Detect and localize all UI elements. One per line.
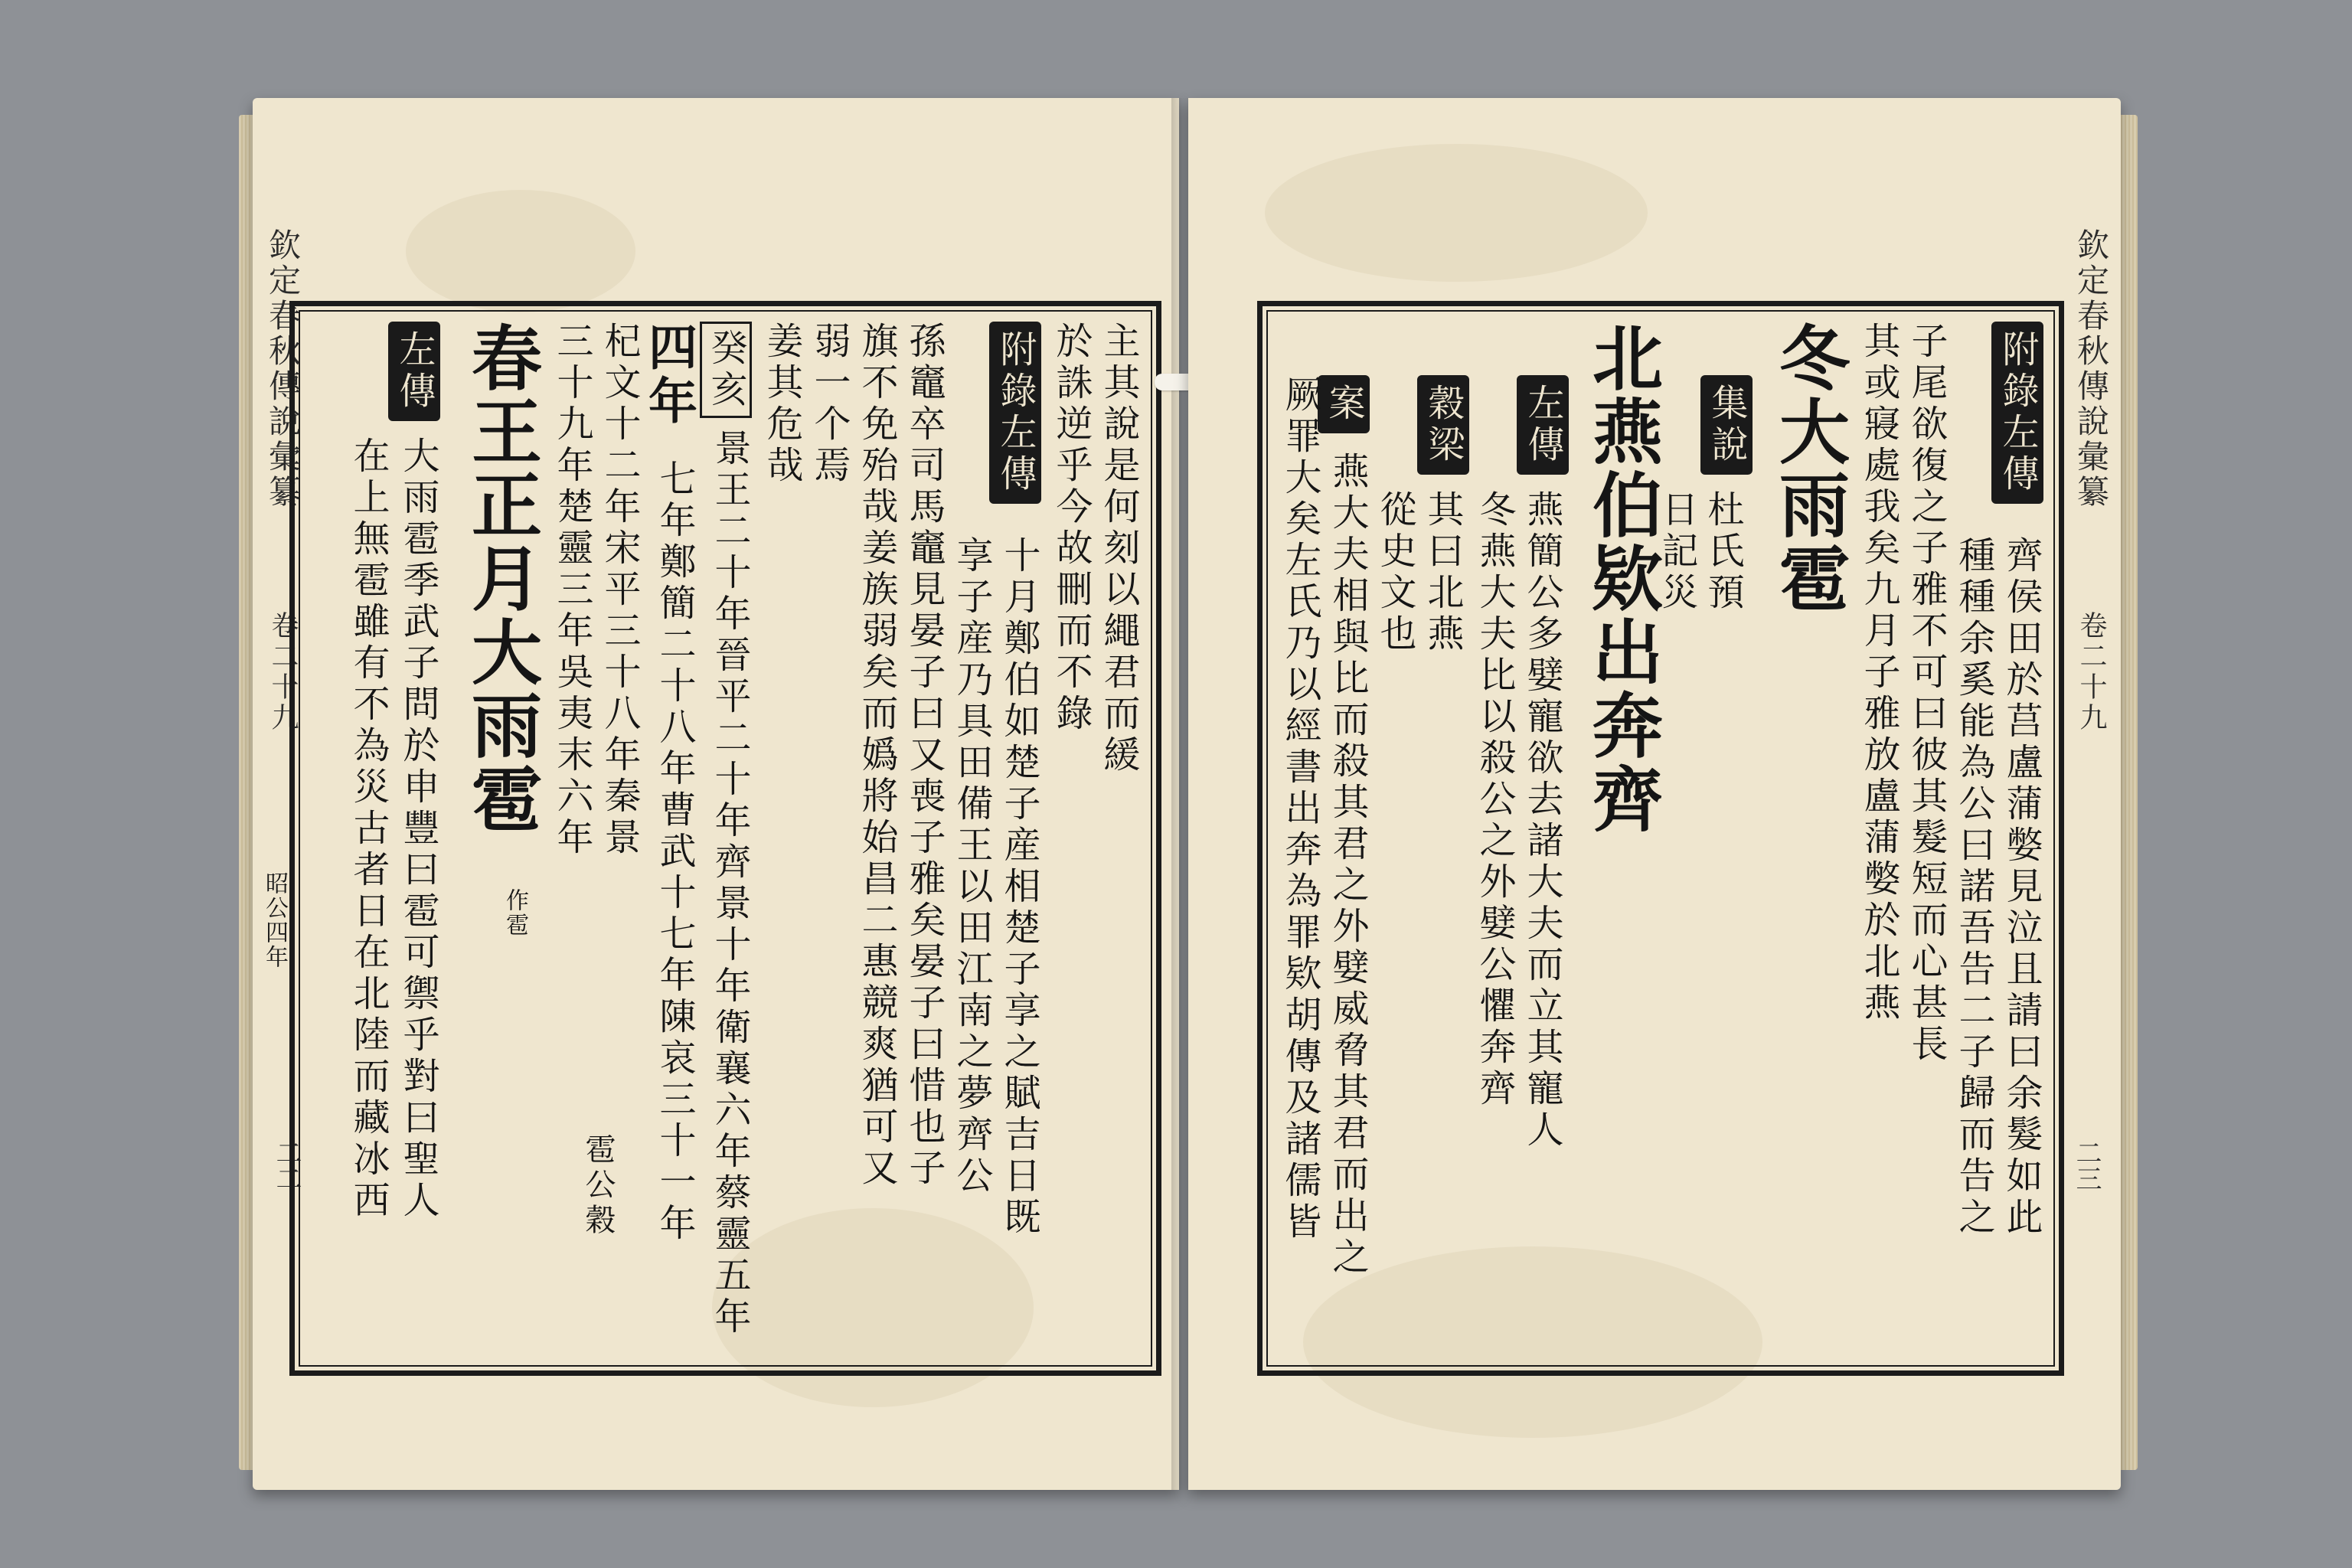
right-folio: 二三 xyxy=(2071,1139,2102,1191)
an-column xyxy=(1318,375,1370,443)
text-column: 大雨雹季武子問於申豐曰雹可禦乎對曰聖人 xyxy=(397,436,439,1222)
text-column: 冬燕大夫比以殺公之外嬖公懼奔齊 xyxy=(1473,490,1516,1110)
text-column: 燕簡公多嬖寵欲去諸大夫而立其寵人 xyxy=(1521,490,1563,1152)
left-page xyxy=(253,98,1179,1490)
zuozhuan-label: 左傳 xyxy=(1517,375,1569,475)
text-column: 主其說是何刻以繩君而緩 xyxy=(1097,322,1140,776)
winter-heading: 冬大雨雹 xyxy=(1768,322,1851,616)
text-column: 種種余奚能為公曰諾吾告二子歸而告之 xyxy=(1952,536,1995,1239)
jishuo-label: 集說 xyxy=(1700,375,1753,475)
left-text-frame xyxy=(289,301,1161,1376)
yan-heading: 北燕伯欵出奔齊 xyxy=(1581,322,1664,836)
right-volume: 卷二十九 xyxy=(2076,611,2107,733)
text-column: 在上無雹雖有不為災古者日在北陸而藏冰西 xyxy=(347,436,390,1222)
heading-note: 作雹 xyxy=(501,888,528,937)
jishuo-column xyxy=(1700,375,1753,484)
guliang-label: 穀梁 xyxy=(1417,375,1469,475)
right-margin-title: 欽定春秋傳說彙纂 xyxy=(2073,228,2110,510)
text-column: 燕大夫相與比而殺其君之外嬖威脅其君而出之 xyxy=(1326,452,1369,1279)
chronology-column: 景王二十年晉平二十年齊景十年衛襄六年蔡靈五年 xyxy=(708,429,751,1338)
left-margin-title: 欽定春秋傳說彙纂 xyxy=(264,228,302,510)
text-column: 孫竈卒司馬竈見晏子曰又喪子雅矣晏子曰惜也子 xyxy=(903,322,946,1190)
gongyang-note: 雹公穀 xyxy=(580,1133,616,1239)
text-column: 杜氏預 xyxy=(1701,490,1744,614)
right-page xyxy=(1188,98,2121,1490)
text-column: 其或寢處我矣九月子雅放盧蒲嫳於北燕 xyxy=(1857,322,1900,1024)
zuozhuan-label: 左傳 xyxy=(388,322,440,421)
text-column: 從史文也 xyxy=(1374,490,1416,655)
chronology-column: 杞文十二年宋平三十八年秦景 xyxy=(598,322,641,859)
text-column: 享子産乃具田備王以田江南之夢齊公 xyxy=(950,536,993,1197)
text-column: 子尾欲復之子雅不可曰彼其髮短而心甚長 xyxy=(1905,322,1948,1066)
zuozhuan-column xyxy=(388,322,440,430)
text-column: 弱一个焉 xyxy=(808,322,851,487)
text-column: 旗不免殆哉姜族弱矣而嬀將始昌二惠競爽猶可又 xyxy=(855,322,898,1190)
fulu-column xyxy=(989,322,1041,513)
left-volume: 卷二十九 xyxy=(267,611,299,733)
fulu-column xyxy=(1991,322,2043,513)
guihai-box xyxy=(700,322,752,426)
open-book xyxy=(253,98,2121,1490)
section-label: 昭公四年 xyxy=(261,871,288,969)
text-column: 日記災 xyxy=(1655,490,1698,614)
text-column: 其曰北燕 xyxy=(1421,490,1464,655)
an-label: 案 xyxy=(1318,375,1370,433)
text-column: 於誅逆乎今故刪而不錄 xyxy=(1050,322,1093,735)
left-folio: 二二 xyxy=(271,1139,302,1191)
right-text-frame xyxy=(1257,301,2064,1376)
fulu-label: 附錄左傳 xyxy=(989,322,1041,504)
text-column: 齊侯田於莒盧蒲嫳見泣且請曰余髮如此 xyxy=(2000,536,2043,1239)
text-column: 十月鄭伯如楚子産相楚子享之賦吉日既 xyxy=(998,536,1040,1239)
chronology-column: 七年鄭簡二十八年曹武十七年陳哀三十一年 xyxy=(653,459,696,1245)
zuozhuan-column xyxy=(1517,375,1569,484)
fulu-label: 附錄左傳 xyxy=(1991,322,2043,504)
text-column: 姜其危哉 xyxy=(760,322,803,487)
year-heading: 四年 xyxy=(640,322,697,429)
text-column: 厥罪大矣左氏乃以經書出奔為罪欵胡傳及諸儒皆 xyxy=(1279,375,1321,1243)
guliang-column xyxy=(1417,375,1469,484)
main-heading: 春王正月大雨雹 xyxy=(460,322,543,836)
chronology-column: 三十九年楚靈三年吳夷末六年 xyxy=(550,322,593,859)
guihai-label: 癸亥 xyxy=(700,322,752,418)
